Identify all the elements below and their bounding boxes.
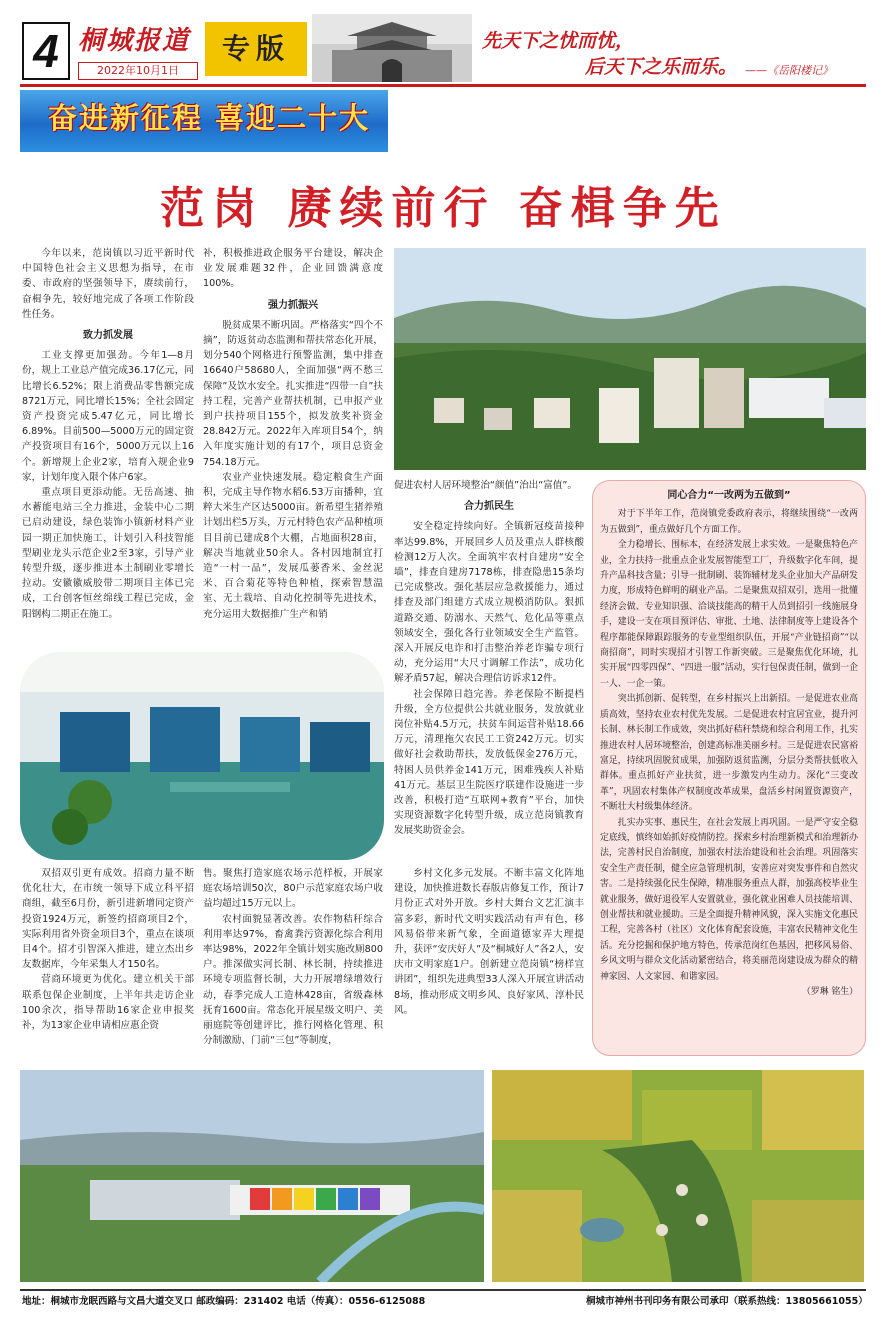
subheading-development: 致力抓发展 bbox=[83, 330, 133, 342]
paragraph: 扎实办实事、惠民生，在社会发展上再巩固。一是严守安全稳定底线，慎终如始抓好疫情防控。探索乡村治理新模式和治理新办法，完善村民自治制度，加强农村法治建设和社会治理。巩固落实安全生产责任制，健全应急管理机制，安善应对突发事件和自然灾害。二是持续强化民生保障，精准服务重点人群，加强高校毕业生就业服务，做好退役军人安置就业，强化就业困难人员技能培训、创业帮扶和就业援助。三是全面提升精神风貌，深入实施文化惠民工程，完善各村（社区）文化体育配套设施，丰富农民精神文化生活。充分挖掘和保护地方特色，传承范岗红色基因，把移风易俗、乡风文明与群众文化活动紧密结合，将美丽范岗建设成为群众的精神家园、人文家园、和谐家园。 bbox=[600, 817, 858, 982]
paragraph: 营商环境更为优化。建立机关干部联系包保企业制度，上半年共走访企业100余次，指导帮助16家企业申报奖补，为13家企业申请相应惠企资 bbox=[22, 974, 194, 1032]
paragraph: 农业产业快速发展。稳定粮食生产面积，完成主导作物水稻6.53万亩播种，宜粹大米生产区达5000亩。新希望生猪养殖计划出栏5万头，万元村特色农产品种植项目目前已建成8个大棚，占地面积28亩，解决当地就业50余人。各村因地制宜打造“一村一品”，发展瓜蒌香米、金丝泥米、百合菊花等特色种植，探索智慧温室、无土栽培、自动化控制等先进技术，充分运用大数据推广生产和销 bbox=[203, 471, 383, 620]
paragraph: 全力稳增长、围标本，在经济发展上求实效。一是聚焦特色产业，全力扶持一批重点企业发展智能型工厂，升级数字化车间，提升产品科技含量；引导一批制刷、装饰辅材龙头企业加大产品研发力度，形成特色鲜明的刷业产品。二是聚焦双招双引，选用一批懂经济会做、专业知识强、洽谈技能高的精干人员到招引一线施展身手，建设一支在项目预评估、审批、土地、法律制度等上建设各个程序都能保障跟踪服务的专业型组织队伍，开展“产业链招商”“以商招商”，同时实现招才引智工作新突破。三是聚焦优化环境，扎实开展“四零四保”、“四进一服”活动，实行包保责任制，做到一企一人、一企一策。 bbox=[600, 540, 858, 689]
sidebar-title: 同心合力“一改两为五做到” bbox=[667, 490, 791, 501]
factory-photo bbox=[20, 652, 384, 860]
intro-paragraph: 今年以来，范岗镇以习近平新时代中国特色社会主义思想为指导，在市委、市政府的坚强领导下，赓续前行，奋楫争先，较好地完成了各项工作阶段性任务。 bbox=[22, 248, 194, 320]
paragraph: 补，积极推进政企服务平台建设，解决企业发展难题32件，企业回馈满意度100%。 bbox=[203, 248, 383, 290]
publication-date: 2022年10月1日 bbox=[78, 62, 198, 80]
subheading-revitalization: 强力抓振兴 bbox=[268, 299, 318, 311]
town-aerial-photo bbox=[394, 248, 866, 470]
column-3-lower bbox=[394, 866, 584, 1018]
farmland-village-photo bbox=[492, 1070, 864, 1282]
newspaper-name: 桐城报道 bbox=[78, 26, 191, 56]
paragraph: 乡村文化多元发展。不断丰富文化阵地建设，加快推进数长春版店修复工作，预计7月份正式对外开放。乡村大舞台文艺汇演丰富多彩，新时代文明实践活动有声有色，移风易俗带来新气象，全面道德家弄大理提升，获评“安庆好人”及“桐城好人”各2人，安庆市文明家庭1户。创新建立范岗镇“榜样宣讲团”，组织先进典型33人深入开展宣讲活动8场，推动形成文明乡风、良好家风、淳朴民风。 bbox=[394, 868, 584, 1016]
quote-line-1: 先天下之忧而忧， bbox=[482, 30, 635, 52]
page-number: 4 bbox=[22, 22, 70, 80]
paragraph: 脱贫成果不断巩固。严格落实“四个不摘”，防返贫动态监测和帮扶常态化开展，划分540个网格进行预警监测，集中排查16640户58680人，全面加强“两不愁三保障”及饮水安全。扎实推进“四带一自”扶持工程，完善产业帮扶机制，已申报产业到户扶持项目155个，拟发放奖补资金28.842万元。2022年入库项目54个，纳入年度实施计划的有17个，项目总资金754.18万元。 bbox=[203, 319, 383, 468]
header-divider bbox=[20, 84, 866, 87]
paragraph: 对于下半年工作，范岗镇党委政府表示，将继续围绕“一改两为五做到”，重点做好几个方面工作。 bbox=[600, 509, 858, 535]
column-1 bbox=[22, 246, 194, 622]
banner-text: 奋进新征程 喜迎二十大 bbox=[48, 101, 371, 135]
quote-source: ——《岳阳楼记》 bbox=[745, 64, 833, 77]
column-3 bbox=[394, 478, 584, 839]
paragraph: 社会保障日趋完善。养老保险不断提档升级，全方位提供公共就业服务，发放就业岗位补贴4.5万元，扶贫车间运营补贴18.66万元，清理拖欠农民工工资242万元。切实做好社会救助帮扶，发放低保金276万元，特困人员供养金141万元，困难残疾人补贴41万元。基层卫生院医疗联建作设施进一步改善，积极打造“互联网+教育”平台，加快实现资源数字化转型升级，成立范岗镇教育发展奖助资金会。 bbox=[394, 688, 584, 837]
footer-divider bbox=[20, 1289, 866, 1291]
column-2 bbox=[203, 246, 383, 622]
paragraph: 安全稳定持续向好。全镇新冠疫苗接种率达99.8%，开展回乡人员及重点人群核酸检测12万人次。全面筑牢农村自建房“安全墙”，排查自建房7178栋，排查隐患15条均已完成整改。强化基层应急救援能力，通过排查及部门组建方式成立规模消防队。狠抓道路交通、防溺水、天然气、危化品等重点领域安全，强化各行业领域安全生产监管。深入开展反电诈和打击整治养老诈骗专项行动，充分运用“大尺寸调解工作法”，成功化解矛盾57起，解决合理信访诉求12件。 bbox=[394, 521, 584, 685]
byline: （罗琳 铭生） bbox=[801, 987, 858, 997]
paragraph: 促进农村人居环境整治“颜值”治出“富值”。 bbox=[394, 480, 577, 491]
gate-tower-image bbox=[312, 14, 472, 82]
paragraph: 重点项目更添动能。无岳高速、抽水蓄能电站三全力推进，金装中心二期已启动建设，绿色装饰小镇新材料产业园一期正加快施工，计划引入科技智能型刷业龙头示范企业2至3家，引导产业转型升级，逐步推进本土制刷业零增长拉动。安徽徽威胶带二期项目主体已完成，工台创客恒丝绵线工程已完成，金阳钢构二期正在施工。 bbox=[22, 487, 194, 620]
section-badge: 专版 bbox=[205, 22, 307, 76]
paragraph: 突出抓创新、促转型，在乡村振兴上出新招。一是促进农业高质高效，坚持农业农村优先发展。二是促进农村宜居宜业，提升河长制、林长制工作成效，突出抓好秸秆禁烧和综合利用工作，扎实推进农村人居环境整治，创建高标准美丽乡村。三是促进农民富裕富足，持续巩固脱贫成果，加强防返贫监测，分层分类帮扶低收入群体。重点抓好产业扶贫，进一步激发内生动力。深化“三变改革”，巩固农村集体产权制度改革成果，盘活乡村闲置资源资产，不断壮大村级集体经济。 bbox=[600, 694, 858, 813]
paragraph: 农村面貌显著改善。农作物秸秆综合利用率达97%，畜禽粪污资源化综合利用率达98%，2022年全镇计划实施改厕800户。推深做实河长制、林长制，持续推进环境专项监督长制，大力开展增绿增效行动，春季完成人工造林428亩，省级森林抚育1600亩。常态化开展星级文明户、美丽庭院等创建评比，推行网格化管理、积分制激励、门前“三包”等制度， bbox=[203, 913, 383, 1047]
paragraph: 售。聚焦打造家庭农场示范样板，开展家庭农场培训50次，80户示范家庭农场户收益均超过15万元以上。 bbox=[203, 868, 383, 910]
page-headline: 范岗 赓续前行 奋楫争先 bbox=[160, 183, 727, 234]
column-2-lower bbox=[203, 866, 383, 1048]
column-1-lower bbox=[22, 866, 194, 1033]
quote-line-2: 后天下之乐而乐。 bbox=[585, 56, 738, 78]
paragraph: 双招双引更有成效。招商力量不断优化壮大，在市统一领导下成立科平招商组，截至6月份，新引进新增同定资产投资1924万元，新签约招商项目2个，实际利用省外资金项目3个，重点在谈项目4个。招才引智深入推进，建立杰出乡友数据库，今年采集人才150名。 bbox=[22, 868, 194, 971]
sidebar-content bbox=[600, 488, 858, 1000]
industrial-park-photo bbox=[20, 1070, 484, 1282]
subheading-livelihood: 合力抓民生 bbox=[464, 501, 514, 513]
paragraph: 工业支撑更加强劲。今年1—8月份，规上工业总产值完成36.17亿元，同比增长6.52%；限上消费品零售额完成8721万元，同比增长15%；全社会固定资产投资完成5.47亿元，同比增长6.89%。目前500—5000万元的固定资产投资项目有16个，5000万元以上16个。新增规上企业2家，培育入规企业9家，计划年度入限个体户6家。 bbox=[22, 350, 194, 483]
footer-contact: 地址：桐城市龙眠西路与文昌大道交叉口 邮政编码：231402 电话（传真）：0556-6125088 bbox=[22, 1296, 426, 1307]
footer-printer: 桐城市神州书刊印务有限公司承印（联系热线：13805661055） bbox=[586, 1296, 868, 1307]
